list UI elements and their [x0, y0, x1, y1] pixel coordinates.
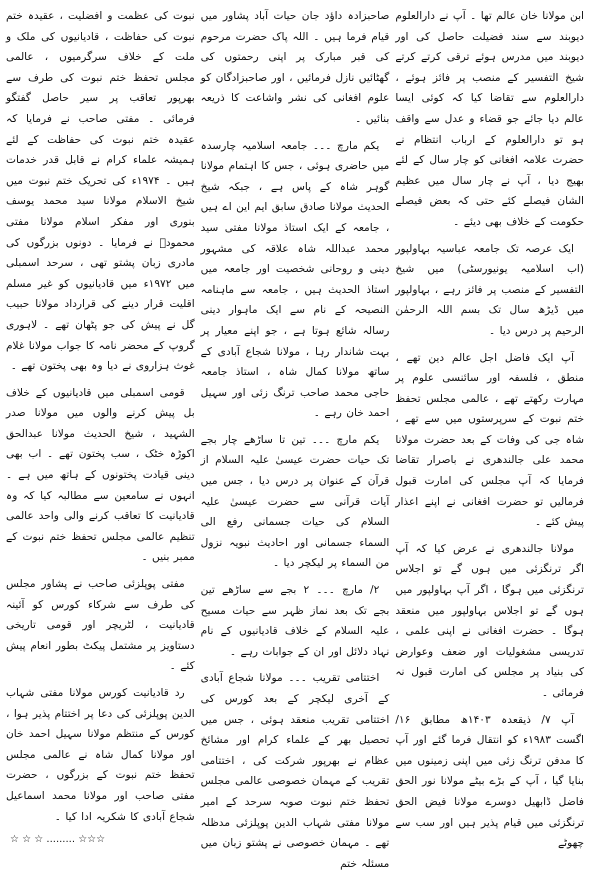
paragraph: یکم مارچ ۔۔۔ تین تا ساڑھے چار بجے تک حیات حضرت عیسیٰ علیہ السلام از قرآن کے عنوان پر درس دیا ، جس میں آیات قرآنی سے حضرت عیسیٰ علیہ السلام کی حیات جسمانی رفع الی السماء جسمانی اور احادیث نبویہ نزول من السماء پر لیکچر دیا ۔: [200, 433, 390, 570]
paragraph: ۲/ مارچ ۔۔۔ ۲ بجے سے ساڑھے تین بجے تک بعد نماز ظہر سے حیات مسیح علیہ السلام کے خلاف قادیانیوں کے نام نہاد دلائل اور ان کے جوابات رہے ۔: [200, 584, 390, 658]
paragraph: نبوت کی عظمت و افضلیت ، عقیدہ ختم نبوت کی حفاظت ، قادیانیوں کی ملک و ملت کے خلاف سرگرمیوں ، عالمی مجلس تحفظ ختم نبوت کی طرف سے بھرپور تعاقب پر سیر حاصل گفتگو فرمائی ۔ مفتی صاحب نے فرمایا کہ عقیدہ ختم نبوت کی حفاظت کے لئے ہمیشہ علماء کرام نے قابل قدر خدمات ہیں ۔ ۱۹۷۴ء کی تحریک ختم نبوت میں شیخ الاسلام مولانا سید محمد یوسف بنوری اور مفکر اسلام مولانا مفتی محمودؒ نے فرمایا ۔ دونوں بزرگوں کی مادری زبان پشتو تھی ، سرحد اسمبلی میں ۱۹۷۲ء میں قادیانیوں کو غیر مسلم اقلیت قرار دینے کی قرارداد مولانا حبیب گل نے پیش کی جو پٹھان تھے ۔ لاہوری گروپ کے محضر نامہ کا جواب مولانا غلام غوث ہزاروی نے دیا وہ بھی پختون تھے ۔: [5, 10, 195, 373]
paragraph: قومی اسمبلی میں قادیانیوں کے خلاف بل پیش کرنے والوں میں مولانا صدر الشہید ، شیخ الحدیث مولانا عبدالحق اکوڑہ خٹک ، سب پختون تھے ۔ اب بھی دینی قیادت پختونوں کے ہاتھ میں ہے ۔ انہوں نے سامعین سے مطالبہ کیا کہ وہ قادیانیت کا تعاقب کرنے والی واحد عالمی تنظیم عالمی مجلس تحفظ ختم نبوت کے ممبر بنیں ۔: [5, 386, 195, 564]
paragraph: مفتی پوپلزئی صاحب نے پشاور مجلس کی طرف سے شرکاء کورس کو آئینہ قادیانیت ، لٹریچر اور قومی تاریخی دستاویز پر مشتمل پیکٹ بطور انعام پیش کئے ۔: [5, 578, 195, 673]
paragraph: آپ ۷/ ذیقعدہ ۱۴۰۳ھ مطابق ۱۶/ اگست ۱۹۸۳ء کو انتقال فرما گئے اور آپ کا مدفن ترنگ زئی میں اپنی زمینوں میں بنایا گیا ، آپ کے بڑے بیٹے مولانا نور الحق فاضل ڈابھیل دوسرے مولانا فیض الحق ترنگزئی میں قیام پذیر ہیں اور سب سے چھوٹے: [395, 713, 584, 850]
section-end-stars: ☆ ☆ ☆ ......... ☆☆☆: [9, 834, 106, 846]
paragraph: یکم مارچ ۔۔۔ جامعہ اسلامیہ چارسدہ میں حاضری ہوئی ، جس کا اہتمام مولانا گوہر شاہ کے پاس ہے ، جبکہ شیخ الحدیث مولانا صادق سابق ایم این اے ہیں ، جامعہ کے ایک استاذ مولانا مفتی سید محمد عبداللہ شاہ علاقہ کی مشہور دینی و روحانی شخصیت اور جامعہ میں استاذ الحدیث ہیں ، جامعہ سے ماہنامہ النصیحہ کے نام سے ایک ماہوار دینی رسالہ شائع ہوتا ہے ، جو اپنے معیار پر بہت شاندار رہا ، مولانا شجاع آبادی کے ساتھ مولانا کمال شاہ ، استاذ جامعہ حاجی محمد صاحب ترنگ زئی اور سہیل احمد خان رہے ۔: [200, 139, 390, 420]
paragraph: صاحبزادہ داؤد جان حیات آباد پشاور میں قیام فرما ہیں ۔ اللہ پاک حضرت مرحوم کی قبر مبارک پر اپنی رحمتوں کی گھٹائیں نازل فرمائیں ، اور صاحبزادگان کو علوم افغانی کی نشر واشاعت کا ذریعہ بنائیں ۔: [200, 10, 390, 125]
paragraph: آپ ایک فاضل اجل عالم دین تھے ، منطق ، فلسفہ اور سائنسی علوم پر مہارت رکھتے تھے ، عالمی مجلس تحفظ ختم نبوت کے سرپرستوں میں سے تھے ، شاہ جی کی وفات کے بعد حضرت مولانا محمد علی جالندھری نے باصرار تقاضا فرمایا کہ آپ مجلس کی امارت قبول فرمالیں تو حضرت افغانی نے اپنے اعذار پیش کئے ۔: [395, 351, 584, 529]
paragraph: مولانا جالندھری نے عرض کیا کہ آپ اگر ترنگزئی میں ہوں گے تو اجلاس ترنگزئی میں ہوگا ، اگر آپ بہاولپور میں ہوں گے تو اجلاس بہاولپور میں منعقد ہوگا ۔ حضرت افغانی نے اپنی علمی ، تدریسی مشغولیات اور ضعف وعوارض کی بنیاد پر مجلس کی امارت قبول نہ فرمائی ۔: [395, 542, 584, 699]
column-middle: [200, 6, 390, 870]
paragraph: رد قادیانیت کورس مولانا مفتی شہاب الدین پوپلزئی کی دعا پر اختتام پذیر ہوا ، کورس کے منتظم مولانا سہیل احمد خان اور مولانا کمال شاہ نے عالمی مجلس تحفظ ختم نبوت کے بزرگوں ، حضرت مفتی صاحب اور مولانا محمد اسماعیل شجاع آبادی کا شکریہ ادا کیا ۔: [5, 687, 195, 823]
paragraph: اختتامی تقریب ۔۔۔ مولانا شجاع آبادی کے آخری لیکچر کے بعد کورس کی اختتامی تقریب منعقد ہوئی ، جس میں تحصیل بھر کے علماء کرام اور مشائخ عظام نے بھرپور شرکت کی ، اختتامی تقریب کے مہمان خصوصی عالمی مجلس تحفظ ختم نبوت صوبہ سرحد کے امیر مولانا مفتی شہاب الدین پوپلزئی مدظلہ تھے ۔ مہمان خصوصی نے پشتو زبان میں مسئلہ ختم: [200, 672, 390, 870]
column-right: [395, 6, 584, 850]
paragraph: ایک عرصہ تک جامعہ عباسیہ بہاولپور (اب اسلامیہ یونیورسٹی) میں شیخ التفسیر کے منصب پر فائز رہے ، بہاولپور میں ڈیڑھ سال تک بسم اللہ الرحمٰن الرحیم پر درس دیا ۔: [395, 242, 584, 337]
column-left: [5, 6, 195, 846]
paragraph: ابن مولانا خان عالم تھا ۔ آپ نے دارالعلوم دیوبند سے سند فضیلت حاصل کی اور دیوبند میں مدرس ہوئے ترقی کرتے کرتے شیخ التفسیر کے منصب پر فائز ہوئے ، دارالعلوم سے تقاضا کیا کہ کوئی ایسا عالم دیا جائے جو قضاء و عدل سے واقف ہو تو دارالعلوم کے ارباب انتظام نے حضرت علامہ افغانی کو چار سال کے لئے بھیج دیا ، آپ نے چار سال میں عظیم الشان فیصلے کئے حتی کہ بعض فیصلے حکومت کے خلاف بھی دیئے ۔: [395, 10, 584, 228]
